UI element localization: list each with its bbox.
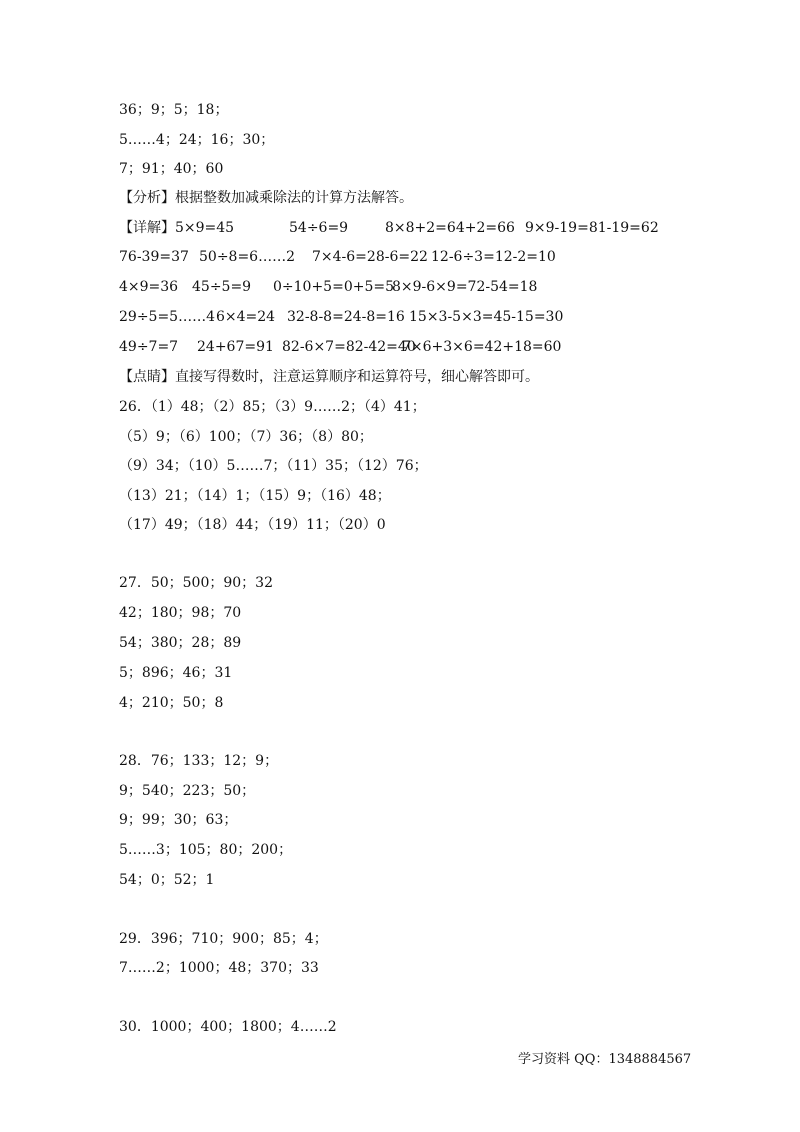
equation: 7×4-6=28-6=22: [312, 249, 428, 265]
equation: 32-8-8=24-8=16: [287, 309, 405, 325]
tip-line: 【点睛】直接写得数时，注意运算顺序和运算符号，细心解答即可。: [119, 369, 539, 385]
answer-line: 5……4；24；16；30；: [119, 132, 275, 148]
equation: 49÷7=7: [119, 339, 179, 355]
equation: 45÷5=9: [192, 279, 252, 295]
equation: 82-6×7=82-42=40: [282, 339, 416, 355]
question-27-line: 5；896；46；31: [119, 665, 233, 681]
question-30-line: 30．1000；400；1800；4……2: [119, 1019, 337, 1035]
equation: 76-39=37: [119, 249, 189, 265]
question-27-line: 54；380；28；89: [119, 635, 242, 651]
equation: 6×4=24: [216, 309, 276, 325]
question-27-line: 27．50；500；90；32: [119, 575, 273, 591]
equation: 8×8+2=64+2=66: [385, 220, 515, 236]
equation: 0÷10+5=0+5=5: [273, 279, 395, 295]
equation: 【详解】5×9=45: [119, 220, 235, 236]
footer-contact: 学习资料 QQ：1348884567: [518, 1052, 692, 1067]
analysis-line: 【分析】根据整数加减乘除法的计算方法解答。: [119, 190, 413, 206]
equation: 54÷6=9: [289, 220, 349, 236]
answer-line: 7；91；40；60: [119, 161, 224, 177]
equation: 12-6÷3=12-2=10: [431, 249, 556, 265]
question-28-line: 9；540；223；50；: [119, 783, 256, 799]
equation: 4×9=36: [119, 279, 179, 295]
equation: 24+67=91: [197, 339, 274, 355]
question-28-line: 9；99；30；63；: [119, 812, 238, 828]
question-27-line: 42；180；98；70: [119, 605, 242, 621]
question-28-line: 5……3；105；80；200；: [119, 842, 293, 858]
equation: 29÷5=5……4: [119, 309, 215, 325]
equation: 15×3-5×3=45-15=30: [409, 309, 564, 325]
question-26-line: （13）21；（14）1；（15）9；（16）48；: [119, 488, 391, 504]
question-26-line: （9）34；（10）5……7；（11）35；（12）76；: [119, 458, 428, 474]
question-26-line: 26．（1）48；（2）85；（3）9……2；（4）41；: [119, 399, 426, 415]
answer-line: 36；9；5；18；: [119, 102, 229, 118]
question-29-line: 29．396；710；900；85；4；: [119, 931, 328, 947]
question-28-line: 28．76；133；12；9；: [119, 753, 279, 769]
question-26-line: （5）9；（6）100；（7）36；（8）80；: [119, 429, 373, 445]
question-27-line: 4；210；50；8: [119, 695, 224, 711]
equation: 9×9-19=81-19=62: [525, 220, 659, 236]
question-26-line: （17）49；（18）44；（19）11；（20）0: [119, 517, 386, 533]
equation: 50÷8=6……2: [199, 249, 295, 265]
equation: 7×6+3×6=42+18=60: [402, 339, 562, 355]
question-28-line: 54；0；52；1: [119, 872, 215, 888]
equation: 8×9-6×9=72-54=18: [392, 279, 538, 295]
question-29-line: 7……2；1000；48；370；33: [119, 960, 319, 976]
